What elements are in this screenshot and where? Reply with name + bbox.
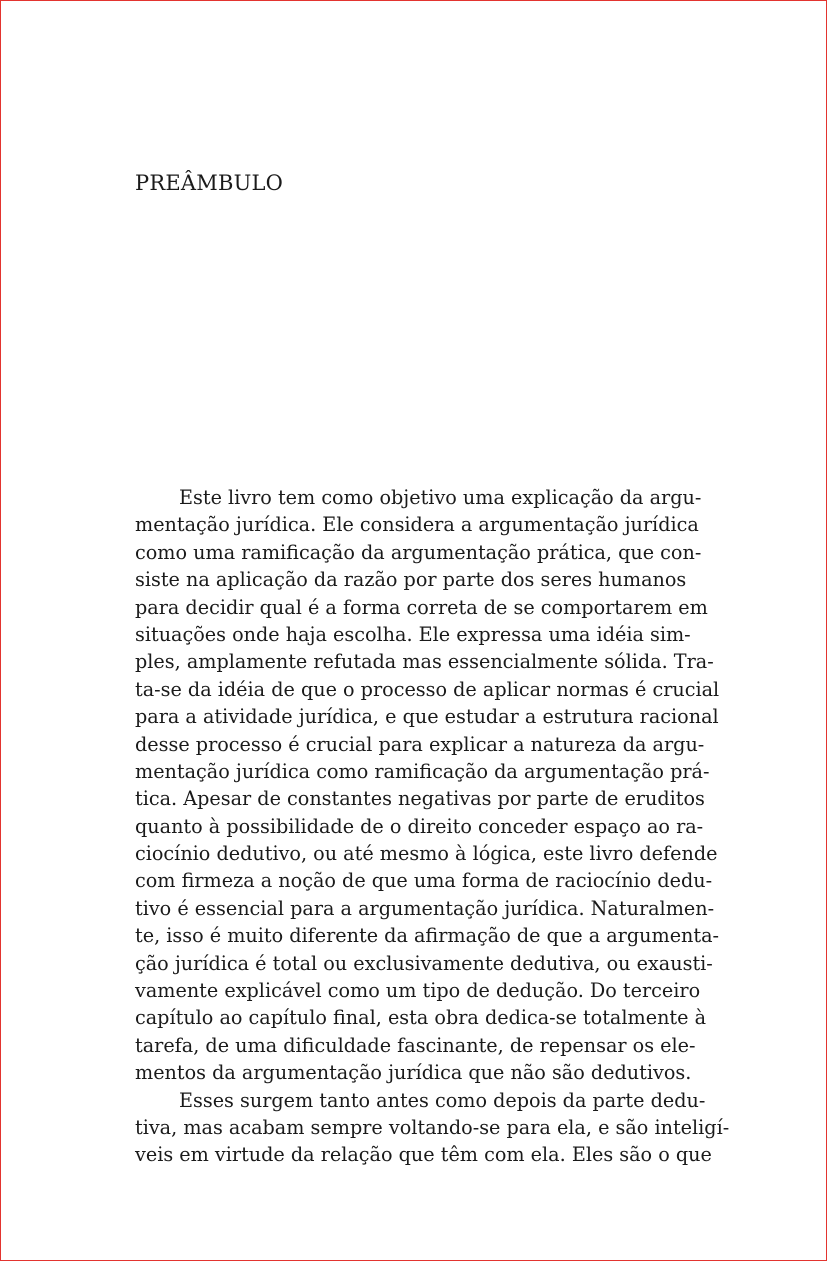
text-line: com firmeza a noção de que uma forma de raciocínio dedu- (135, 869, 713, 893)
paragraph-2 (135, 1087, 730, 1169)
text-line: mentos da argumentação jurídica que não são dedutivos. (135, 1061, 692, 1085)
text-line: para decidir qual é a forma correta de se comportarem em (135, 595, 708, 619)
text-line: te, isso é muito diferente da afirmação de que a argumenta- (135, 924, 720, 948)
text-line: vamente explicável como um tipo de dedução. Do terceiro (135, 979, 701, 1003)
page-title: PREÂMBULO (135, 171, 284, 195)
text-line: ção jurídica é total ou exclusivamente dedutiva, ou exausti- (135, 951, 713, 975)
text-line: ta-se da idéia de que o processo de aplicar normas é crucial (135, 677, 720, 701)
text-line: como uma ramificação da argumentação prática, que con- (135, 540, 702, 564)
text-line: para a atividade jurídica, e que estudar a estrutura racional (135, 705, 719, 729)
text-line: siste na aplicação da razão por parte dos seres humanos (135, 568, 687, 592)
text-line: tivo é essencial para a argumentação jurídica. Naturalmen- (135, 896, 715, 920)
text-line: tiva, mas acabam sempre voltando-se para ela, e são inteligí- (135, 1115, 730, 1139)
text-line: mentação jurídica. Ele considera a argumentação jurídica (135, 513, 699, 537)
paragraph-1 (135, 484, 720, 1087)
text-line: tica. Apesar de constantes negativas por parte de eruditos (135, 787, 705, 811)
text-line: ples, amplamente refutada mas essencialmente sólida. Tra- (135, 650, 714, 674)
text-line: capítulo ao capítulo final, esta obra dedica-se totalmente à (135, 1006, 707, 1030)
text-line: desse processo é crucial para explicar a natureza da argu- (135, 732, 705, 756)
text-line: situações onde haja escolha. Ele expressa uma idéia sim- (135, 622, 691, 646)
text-line: tarefa, de uma dificuldade fascinante, de repensar os ele- (135, 1033, 696, 1057)
text-line: quanto à possibilidade de o direito conceder espaço ao ra- (135, 814, 704, 838)
text-line: mentação jurídica como ramificação da argumentação prá- (135, 759, 710, 783)
text-line: veis em virtude da relação que têm com ela. Eles são o que (135, 1143, 712, 1167)
text-line: Este livro tem como objetivo uma explicação da argu- (179, 486, 702, 509)
text-line: Esses surgem tanto antes como depois da parte dedu- (179, 1088, 706, 1112)
preamble-body (135, 484, 730, 1169)
text-line: ciocínio dedutivo, ou até mesmo à lógica, este livro defende (135, 842, 718, 866)
